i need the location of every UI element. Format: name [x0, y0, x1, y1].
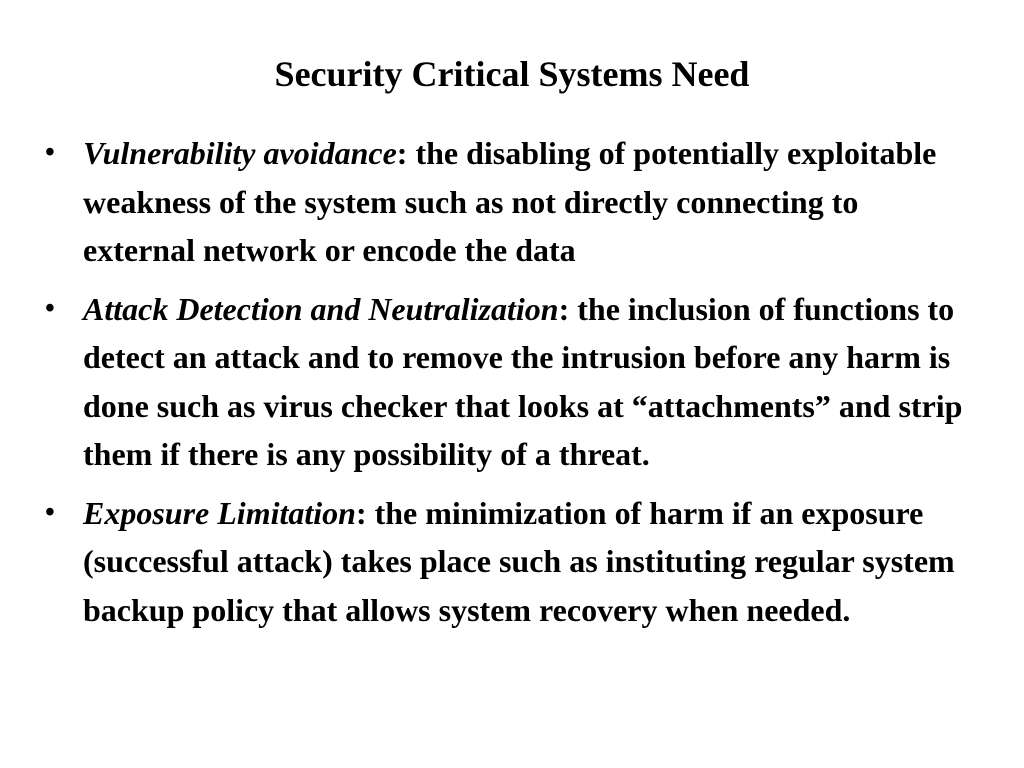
bullet-term: Attack Detection and Neutralization	[83, 290, 559, 327]
bullet-dot-icon: •	[45, 292, 55, 324]
bullet-term: Exposure Limitation	[83, 494, 356, 531]
bullet-dot-icon: •	[45, 137, 55, 168]
slide-title: Security Critical Systems Need	[274, 54, 750, 94]
bullet-text: : the minimization of harm if an exposure (successful attack) takes place such as instituting regular system backup policy that allows system recovery when needed.	[83, 494, 955, 628]
bullet-term: Vulnerability avoidance	[83, 135, 397, 171]
bullet-dot-icon: •	[45, 496, 55, 528]
bullet-exposure-limitation	[45, 489, 975, 635]
bullet-vulnerability-avoidance	[45, 129, 975, 275]
bullet-text: : the inclusion of functions to detect an attack and to remove the intrusion before any harm is done such as virus checker that looks at “attachments” and strip them if there is any possibility of a threat.	[83, 290, 963, 472]
bullet-attack-detection	[45, 285, 975, 479]
bullet-text: : the disabling of potentially exploitable weakness of the system such as not directly connecting to external network or encode the data	[83, 135, 937, 268]
bullet-list	[45, 129, 975, 644]
